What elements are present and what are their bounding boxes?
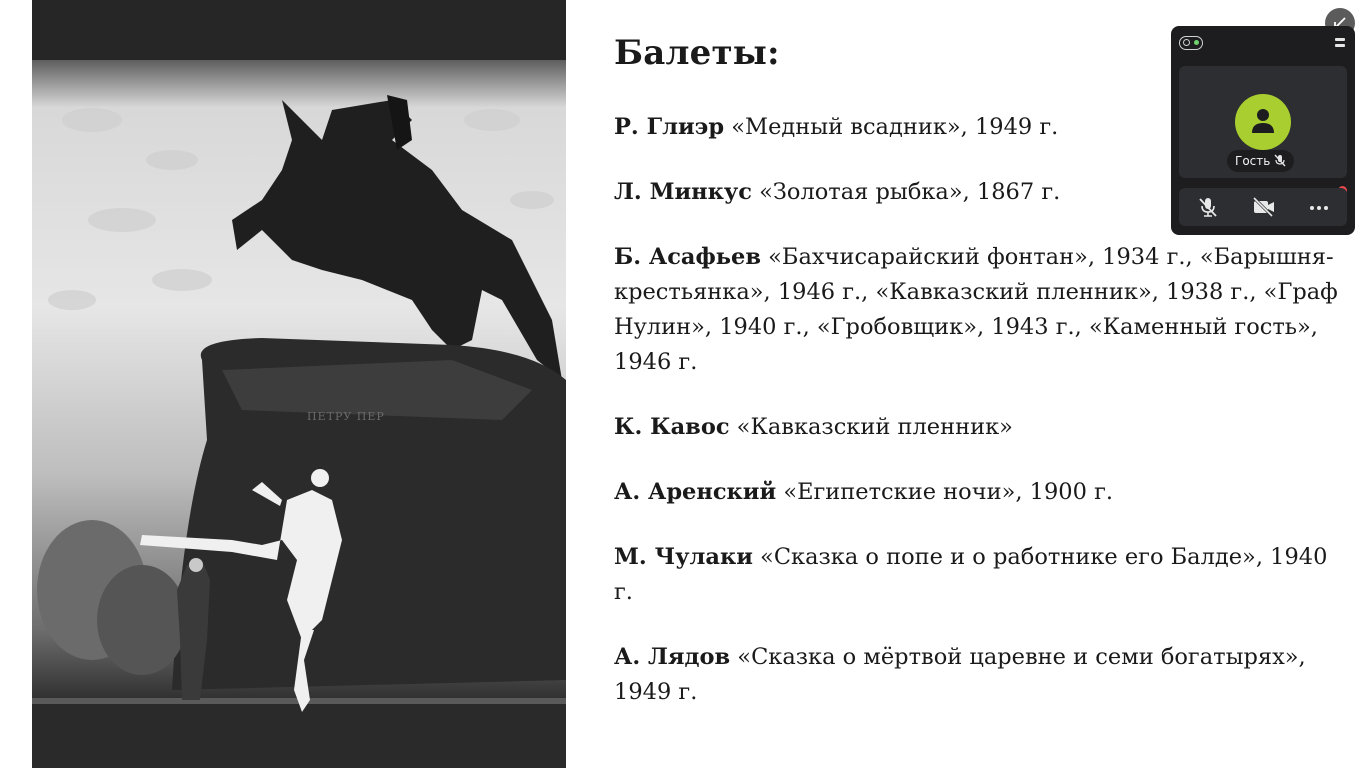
composer-name: Б. Асафьев: [614, 244, 762, 270]
composer-name: Л. Минкус: [614, 179, 752, 205]
more-options-button[interactable]: [1307, 196, 1331, 218]
participant-tile[interactable]: [1179, 66, 1347, 178]
ballet-works: «Медный всадник», 1949 г.: [724, 114, 1059, 140]
camera-off-icon: [1252, 196, 1276, 218]
ballet-photo-drawing: [32, 0, 566, 768]
mic-off-icon: [1197, 196, 1219, 218]
ballet-entry-chulaki: [614, 540, 1344, 610]
ballet-entry-lyadov: [614, 640, 1344, 710]
mic-toggle-button[interactable]: [1197, 196, 1221, 218]
avatar: [1235, 94, 1291, 150]
composer-name: К. Кавос: [614, 414, 730, 440]
composer-name: А. Аренский: [614, 479, 777, 505]
composer-name: А. Лядов: [614, 644, 731, 670]
participant-name: Гость: [1235, 154, 1271, 168]
ballet-entry-arensky: [614, 475, 1344, 510]
more-dots-icon: [1307, 196, 1331, 218]
participant-name-tag: [1227, 150, 1294, 172]
ballet-works: «Сказка о попе и о работнике его Балде», 1940 г.: [614, 544, 1328, 605]
call-logo-icon: [1179, 36, 1203, 50]
user-icon: [1251, 108, 1275, 134]
mic-off-small-icon: [1274, 152, 1286, 174]
composer-name: М. Чулаки: [614, 544, 753, 570]
ballet-works: «Египетские ночи», 1900 г.: [776, 479, 1114, 505]
svg-text:ПЕТРУ ПЕР: ПЕТРУ ПЕР: [307, 410, 385, 423]
ballet-works: «Сказка о мёртвой царевне и семи богатырях», 1949 г.: [614, 644, 1306, 705]
ballet-photo: [32, 0, 566, 768]
call-controls: [1179, 188, 1347, 226]
menu-icon[interactable]: [1335, 38, 1347, 50]
ballet-entry-asafyev: [614, 240, 1344, 380]
composer-name: Р. Глиэр: [614, 114, 725, 140]
slide-title: Балеты:: [614, 33, 780, 73]
video-call-widget[interactable]: [1171, 26, 1355, 235]
ballet-works: «Кавказский пленник»: [729, 414, 1013, 440]
ballet-works: «Золотая рыбка», 1867 г.: [751, 179, 1061, 205]
ballet-entry-kavos: [614, 410, 1344, 445]
camera-toggle-button[interactable]: [1252, 196, 1276, 218]
ballet-works: «Бахчисарайский фонтан», 1934 г., «Барышня-крестьянка», 1946 г., «Кавказский пленник», 1938 г., «Граф Нулин», 1940 г., «Гробовщик», 1943 г., «Каменный гость», 1946 г.: [614, 244, 1338, 375]
